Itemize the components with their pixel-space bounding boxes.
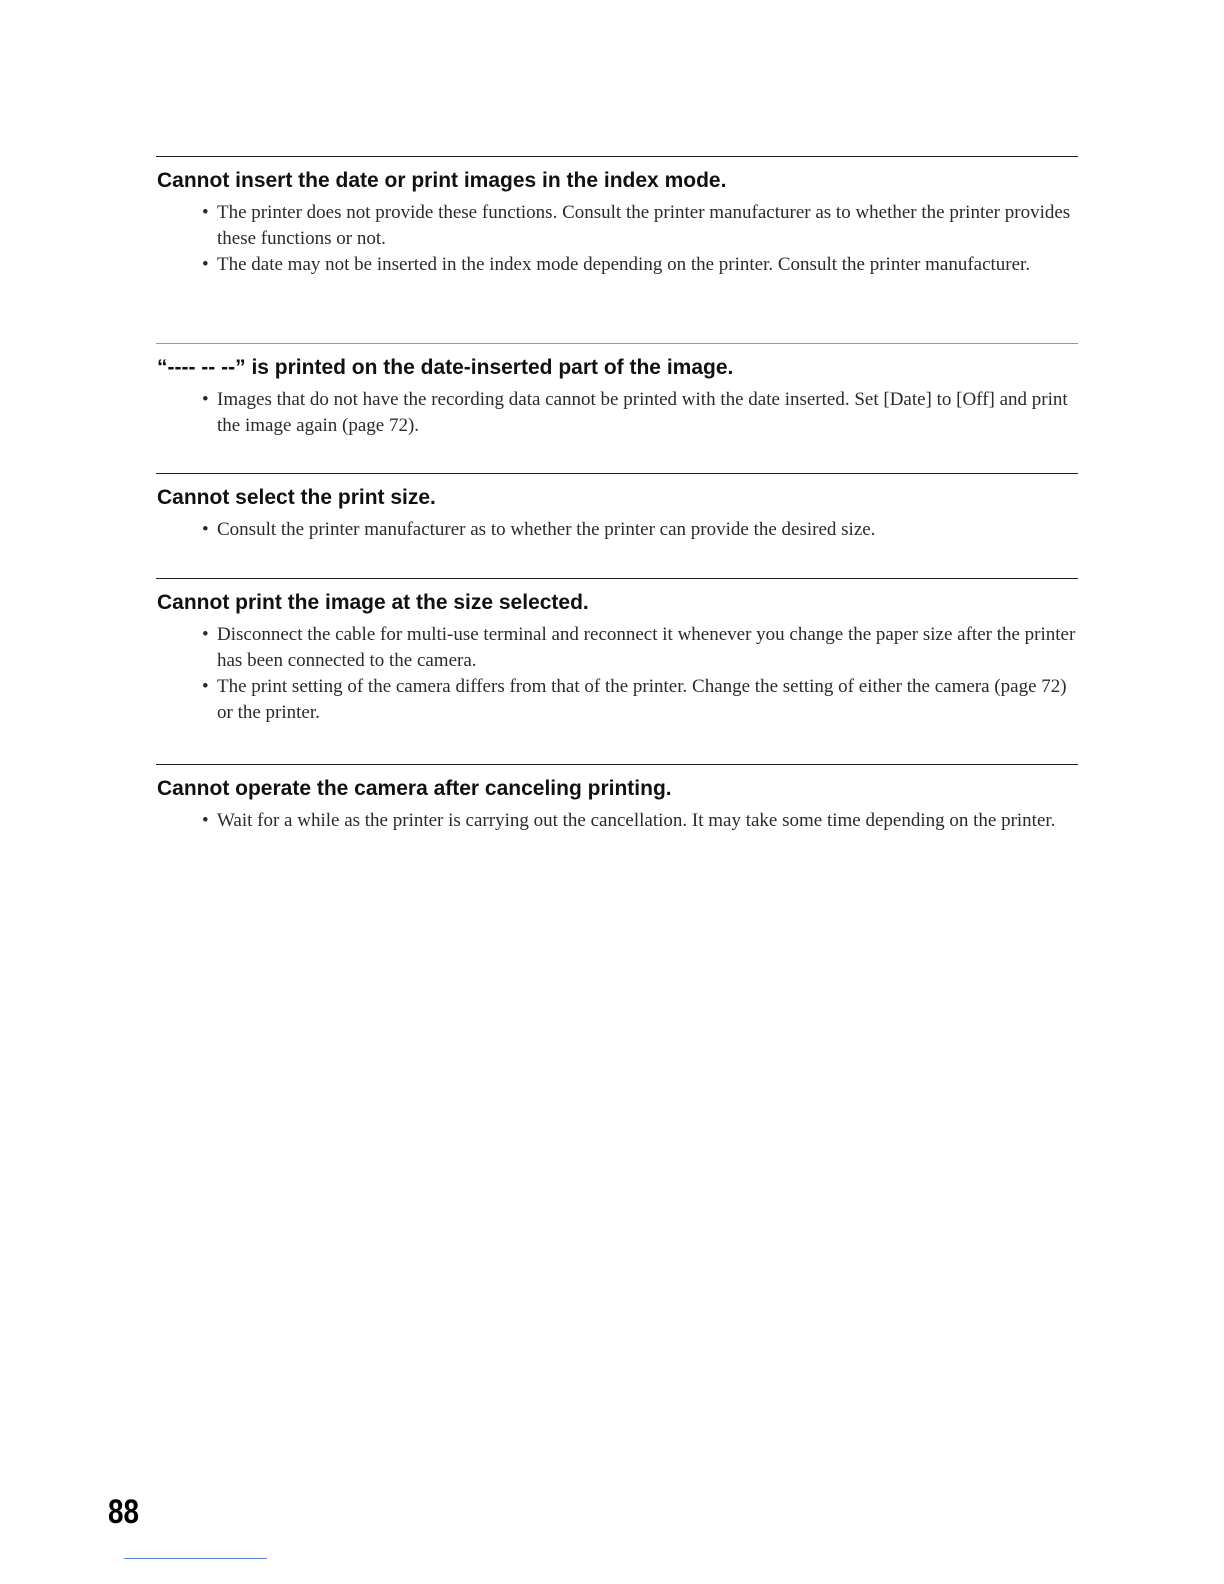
page-number: 88 bbox=[108, 1493, 140, 1531]
bottom-rule bbox=[124, 1558, 267, 1559]
section-date-dashes bbox=[156, 343, 1078, 439]
item-text: The print setting of the camera differs from that of the printer. Change the setting of either the camera (page 72) or the printer. bbox=[217, 676, 1067, 723]
list-item bbox=[202, 674, 1078, 726]
item-list bbox=[156, 387, 1078, 439]
bullet-icon: • bbox=[202, 254, 209, 275]
section-cancel-printing bbox=[156, 764, 1078, 834]
item-text: Wait for a while as the printer is carrying out the cancellation. It may take some time depending on the printer. bbox=[217, 810, 1056, 831]
bullet-icon: • bbox=[202, 202, 209, 223]
bullet-icon: • bbox=[202, 676, 209, 697]
section-size-selected bbox=[156, 578, 1078, 726]
list-item bbox=[202, 387, 1078, 439]
item-text: Consult the printer manufacturer as to whether the printer can provide the desired size. bbox=[217, 519, 876, 540]
section-title: Cannot insert the date or print images in the index mode. bbox=[157, 169, 727, 192]
list-item bbox=[202, 517, 1078, 543]
item-list bbox=[156, 622, 1078, 726]
item-list bbox=[156, 517, 1078, 543]
bullet-icon: • bbox=[202, 810, 209, 831]
bullet-icon: • bbox=[202, 389, 209, 410]
list-item bbox=[202, 622, 1078, 674]
list-item bbox=[202, 200, 1078, 252]
item-text: Disconnect the cable for multi-use terminal and reconnect it whenever you change the paper size after the printer has been connected to the camera. bbox=[217, 624, 1076, 671]
item-text: The date may not be inserted in the index mode depending on the printer. Consult the printer manufacturer. bbox=[217, 254, 1031, 275]
item-list bbox=[156, 808, 1078, 834]
section-print-size bbox=[156, 473, 1078, 543]
item-list bbox=[156, 200, 1078, 278]
list-item bbox=[202, 808, 1078, 834]
bullet-icon: • bbox=[202, 519, 209, 540]
section-title: Cannot operate the camera after canceling printing. bbox=[157, 777, 672, 800]
item-text: The printer does not provide these functions. Consult the printer manufacturer as to whether the printer provides these functions or not. bbox=[217, 202, 1071, 249]
item-text: Images that do not have the recording data cannot be printed with the date inserted. Set [Date] to [Off] and print the image again (page 72). bbox=[217, 389, 1068, 436]
section-index-mode bbox=[156, 156, 1078, 278]
bullet-icon: • bbox=[202, 624, 209, 645]
section-title: Cannot select the print size. bbox=[157, 486, 436, 509]
section-title: Cannot print the image at the size selected. bbox=[157, 591, 589, 614]
list-item bbox=[202, 252, 1078, 278]
section-title: “---- -- --” is printed on the date-inserted part of the image. bbox=[157, 356, 734, 379]
